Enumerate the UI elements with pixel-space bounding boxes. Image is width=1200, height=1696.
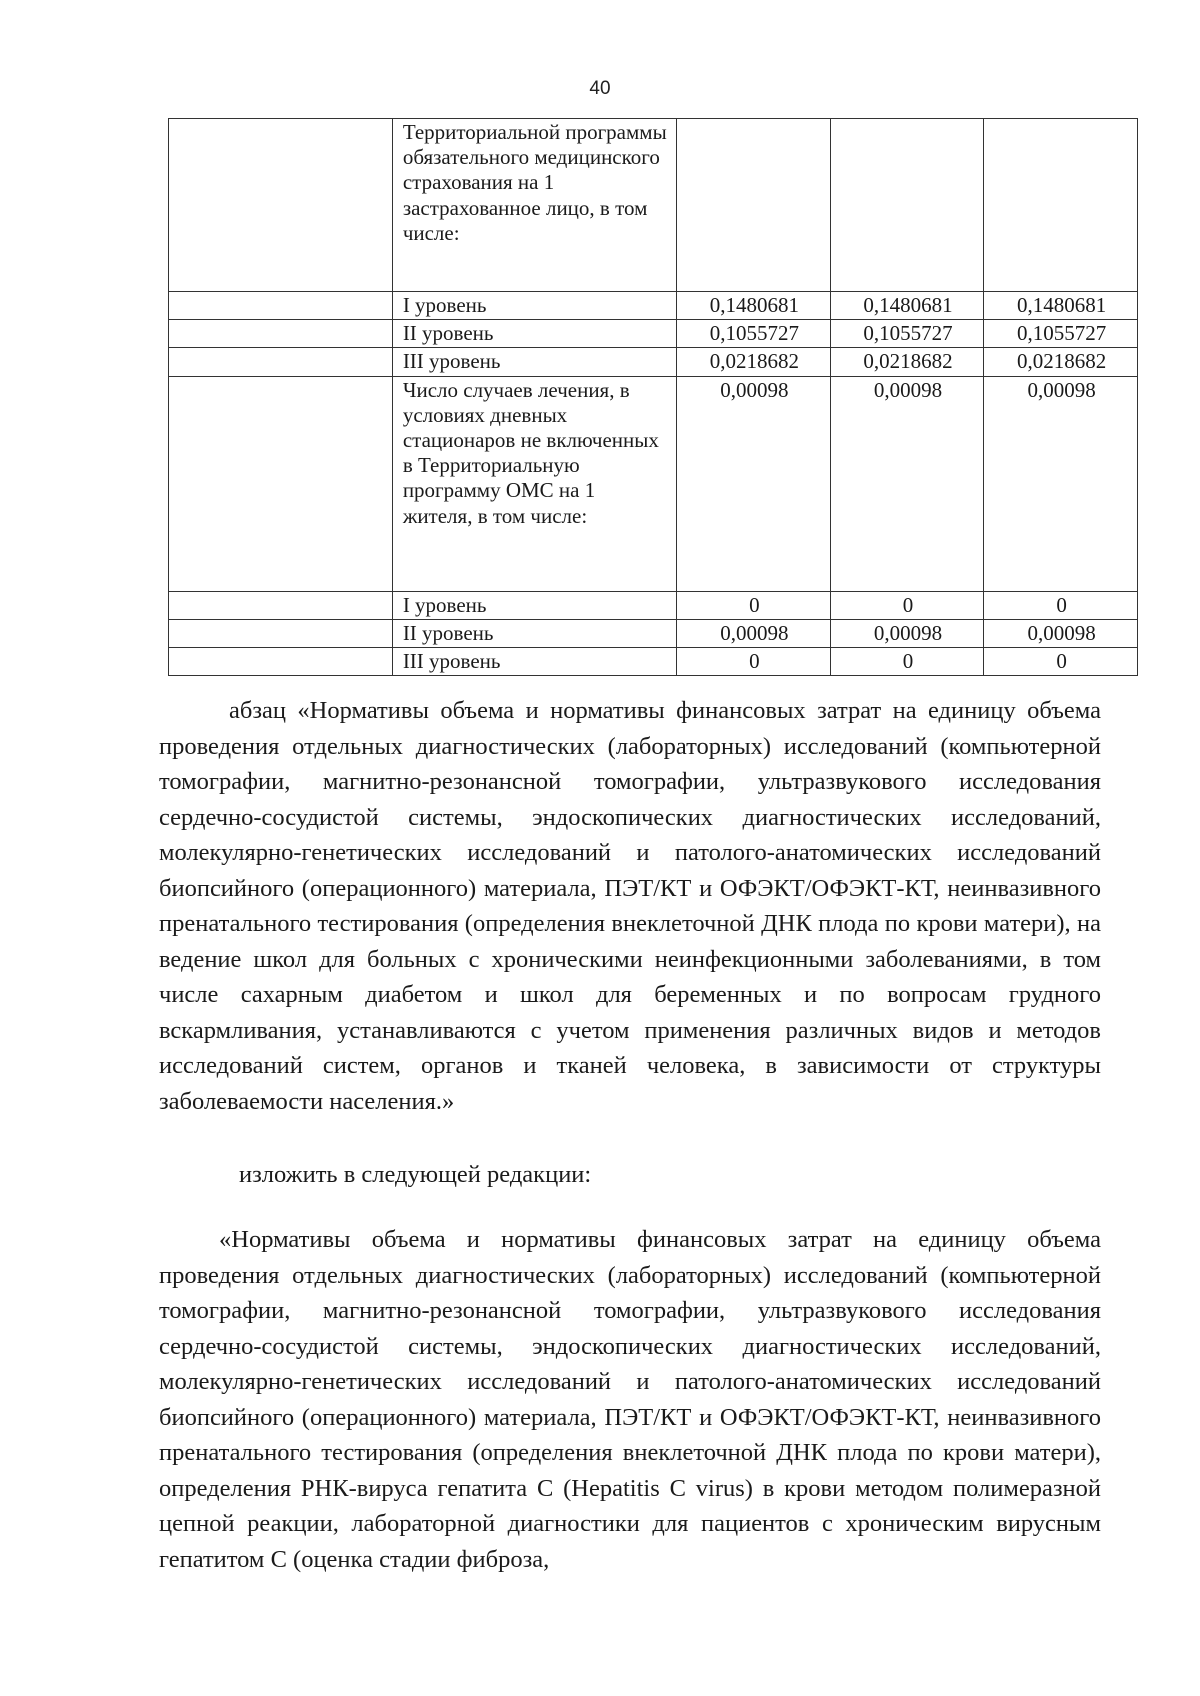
table-cell-value — [830, 119, 984, 292]
table-cell-value: 0,00098 — [677, 376, 831, 591]
table-row — [169, 320, 1138, 348]
table-cell-value: 0 — [677, 591, 831, 619]
table-cell-value — [984, 119, 1138, 292]
table-cell-value: 0,0218682 — [830, 348, 984, 376]
table-row-label: I уровень — [392, 591, 676, 619]
table-cell-empty — [169, 119, 393, 292]
paragraph-old-text: абзац «Нормативы объема и нормативы финансовых затрат на единицу объема проведения отдельных диагностических (лабораторных) исследований (компьютерной томографии, магнитно-резонансной томографии, ультразвукового исследования сердечно-сосудистой системы, эндоскопических диагностических исследований, молекулярно-генетических исследований и патолого-анатомических исследований биопсийного (операционного) материала, ПЭТ/КТ и ОФЭКТ/ОФЭКТ-КТ, неинвазивного пренатального тестирования (определения внеклеточной ДНК плода по крови матери), на ведение школ для больных с хроническими неинфекционными заболеваниями, в том числе сахарным диабетом и школ для беременных и по вопросам грудного вскармливания, устанавливаются с учетом применения различных видов и методов исследований систем, органов и тканей человека, в зависимости от структуры заболеваемости населения.» — [159, 697, 1101, 1115]
table-cell-value: 0,1480681 — [677, 292, 831, 320]
table-cell-value: 0,00098 — [677, 619, 831, 647]
table-row-label: III уровень — [392, 647, 676, 675]
table-cell-value: 0,1055727 — [677, 320, 831, 348]
table-cell-value: 0,0218682 — [677, 348, 831, 376]
table-row-label: I уровень — [392, 292, 676, 320]
table-row — [169, 376, 1138, 591]
table-cell-value: 0 — [984, 591, 1138, 619]
normatives-table — [168, 118, 1138, 676]
table-row — [169, 591, 1138, 619]
table-cell-value: 0 — [830, 591, 984, 619]
table-cell-value — [677, 119, 831, 292]
table-cell-value: 0,1055727 — [984, 320, 1138, 348]
table-cell-value: 0,0218682 — [984, 348, 1138, 376]
table-row — [169, 619, 1138, 647]
table-row-label: Число случаев лечения, в условиях дневных стационаров не включенных в Территориальную программу ОМС на 1 жителя, в том числе: — [392, 376, 676, 591]
table-cell-empty — [169, 348, 393, 376]
table-cell-value: 0,1055727 — [830, 320, 984, 348]
table-row — [169, 348, 1138, 376]
table-cell-value: 0 — [830, 647, 984, 675]
table-cell-value: 0,1480681 — [830, 292, 984, 320]
table-row — [169, 647, 1138, 675]
table-row-label: II уровень — [392, 619, 676, 647]
paragraph-new-text: «Нормативы объема и нормативы финансовых затрат на единицу объема проведения отдельных диагностических (лабораторных) исследований (компьютерной томографии, магнитно-резонансной томографии, ультразвукового исследования сердечно-сосудистой системы, эндоскопических диагностических исследований, молекулярно-генетических исследований и патолого-анатомических исследований биопсийного (операционного) материала, ПЭТ/КТ и ОФЭКТ/ОФЭКТ-КТ, неинвазивного пренатального тестирования (определения внеклеточной ДНК плода по крови матери), определения РНК-вируса гепатита C (Hepatitis C virus) в крови методом полимеразной цепной реакции, лабораторной диагностики для пациентов с хроническим вирусным гепатитом C (оценка стадии фиброза, — [159, 1226, 1101, 1573]
paragraph-instruction: изложить в следующей редакции: — [239, 1161, 592, 1188]
table-row-label: III уровень — [392, 348, 676, 376]
table-cell-value: 0,00098 — [830, 376, 984, 591]
page-number: 40 — [589, 78, 611, 99]
table-cell-value: 0,00098 — [830, 619, 984, 647]
table-cell-empty — [169, 320, 393, 348]
table-cell-value: 0 — [677, 647, 831, 675]
table-cell-empty — [169, 292, 393, 320]
table-cell-value: 0,1480681 — [984, 292, 1138, 320]
table-cell-empty — [169, 376, 393, 591]
table-cell-empty — [169, 591, 393, 619]
table-cell-empty — [169, 619, 393, 647]
table-cell-value: 0 — [984, 647, 1138, 675]
table-cell-value: 0,00098 — [984, 376, 1138, 591]
table-row — [169, 292, 1138, 320]
table-cell-empty — [169, 647, 393, 675]
table-row — [169, 119, 1138, 292]
table-row-label: Территориальной программы обязательного медицинского страхования на 1 застрахованное лицо, в том числе: — [392, 119, 676, 292]
table-cell-value: 0,00098 — [984, 619, 1138, 647]
table-row-label: II уровень — [392, 320, 676, 348]
